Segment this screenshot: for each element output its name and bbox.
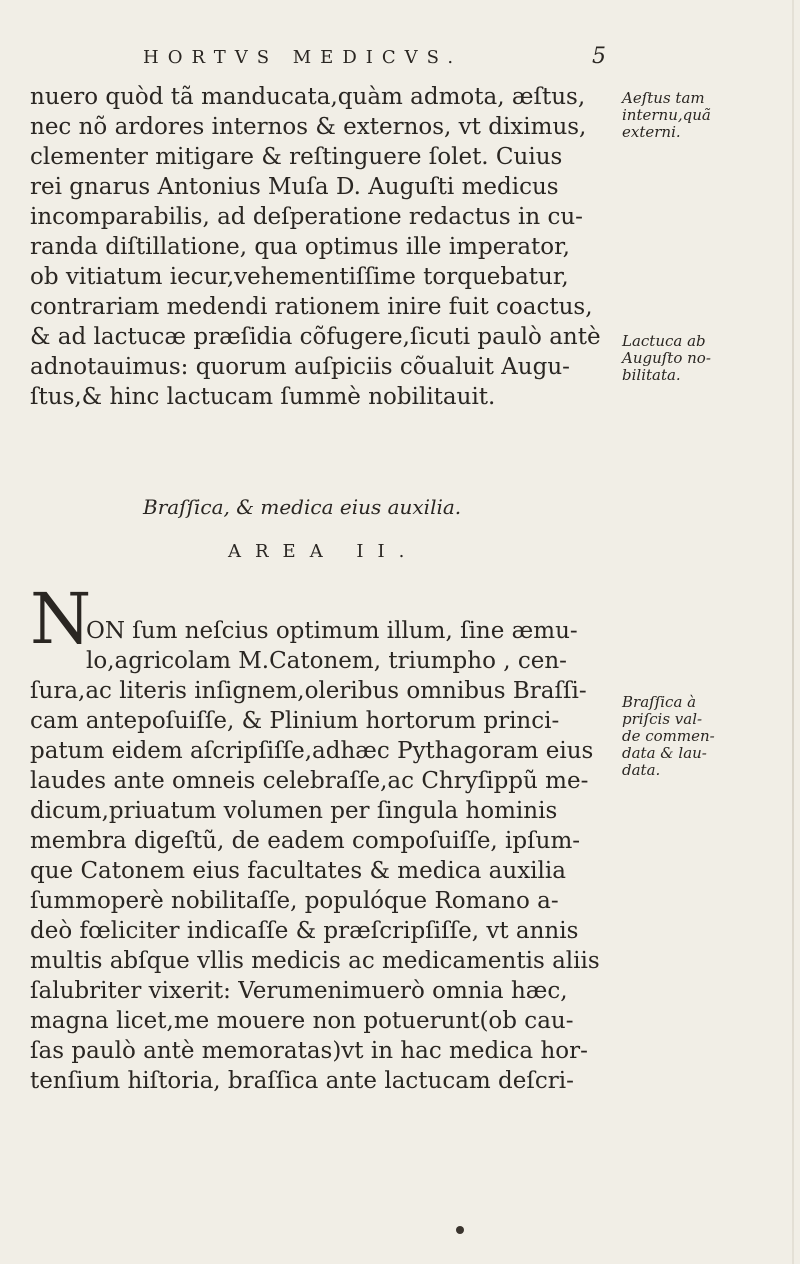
- text-line: ſas paulò antè memoratas)vt in hac medica hor-: [30, 1038, 588, 1064]
- text-line: cam antepoſuiſſe, & Plinium hortorum princi-: [30, 708, 560, 734]
- text-line: incomparabilis, ad deſperatione redactus in cu-: [30, 204, 583, 230]
- text-line: ON ſum neſcius optimum illum, ſine æmu-: [86, 618, 578, 644]
- margin-note-line: priſcis val-: [622, 710, 703, 728]
- body-text-bottom: [30, 616, 615, 1096]
- running-title: HORTVS MEDICVS.: [143, 47, 463, 68]
- margin-note-line: Lactuca ab: [622, 332, 706, 350]
- margin-note-line: bilitata.: [622, 366, 681, 384]
- text-line: & ad lactucæ præſidia cõfugere,ſicuti paulò antè: [30, 324, 601, 350]
- margin-note: [622, 90, 792, 141]
- margin-note-line: data & lau-: [622, 744, 707, 762]
- text-line: clementer mitigare & reſtinguere ſolet. Cuius: [30, 144, 563, 170]
- text-line: ſummoperè nobilitaſſe, populóque Romano a-: [30, 888, 559, 914]
- text-line: tenſium hiſtoria, braſſica ante lactucam deſcri-: [30, 1068, 574, 1094]
- margin-note-line: externi.: [622, 123, 681, 141]
- drop-cap: N: [30, 578, 92, 660]
- text-line: ſura,ac literis inſignem,oleribus omnibus Braſſi-: [30, 678, 587, 704]
- text-line: patum eidem aſcripſiſſe,adhæc Pythagoram eius: [30, 738, 594, 764]
- text-line: deò fœliciter indicaſſe & præſcripſiſſe, vt annis: [30, 918, 579, 944]
- text-line: laudes ante omneis celebraſſe,ac Chryſippũ me-: [30, 768, 589, 794]
- page-edge: [792, 0, 794, 1264]
- page-number: 5: [592, 44, 606, 69]
- margin-note-line: Braſſica à: [622, 693, 697, 711]
- text-line: contrariam medendi rationem inire fuit coactus,: [30, 294, 593, 320]
- text-line: nuero quòd tã manducata,quàm admota, æſtus,: [30, 84, 586, 110]
- section-title: Braſſica, & medica eius auxilia.: [143, 495, 462, 519]
- text-line: ob vitiatum iecur,vehementiſſime torquebatur,: [30, 264, 569, 290]
- text-line: que Catonem eius facultates & medica auxilia: [30, 858, 566, 884]
- text-line: lo,agricolam M.Catonem, triumpho , cen-: [86, 648, 567, 674]
- margin-note-line: de commen-: [622, 727, 715, 745]
- margin-note-line: data.: [622, 761, 661, 779]
- text-line: ſalubriter vixerit: Verumenimuerò omnia hæc,: [30, 978, 568, 1004]
- margin-note-line: Aeſtus tam: [622, 89, 705, 107]
- text-line: membra digeſtũ, de eadem compoſuiſſe, ipſum-: [30, 828, 581, 854]
- margin-note-line: Auguſto no-: [622, 349, 711, 367]
- margin-note: [622, 694, 792, 779]
- text-line: ſtus,& hinc lactucam ſummè nobilitauit.: [30, 384, 496, 410]
- text-line: dicum,priuatum volumen per ſingula hominis: [30, 798, 558, 824]
- margin-note: [622, 333, 792, 384]
- text-line: rei gnarus Antonius Muſa D. Auguſti medicus: [30, 174, 559, 200]
- text-line: multis abſque vllis medicis ac medicamentis aliis: [30, 948, 600, 974]
- text-line: randa diſtillatione, qua optimus ille imperator,: [30, 234, 570, 260]
- body-text-top: [30, 82, 615, 412]
- text-line: nec nõ ardores internos & externos, vt diximus,: [30, 114, 587, 140]
- area-heading: AREA II.: [228, 541, 419, 562]
- ink-spot: [456, 1226, 464, 1234]
- text-line: magna licet,me mouere non potuerunt(ob cau-: [30, 1008, 574, 1034]
- margin-note-line: internu,quã: [622, 106, 711, 124]
- text-line: adnotauimus: quorum auſpiciis cõualuit Augu-: [30, 354, 570, 380]
